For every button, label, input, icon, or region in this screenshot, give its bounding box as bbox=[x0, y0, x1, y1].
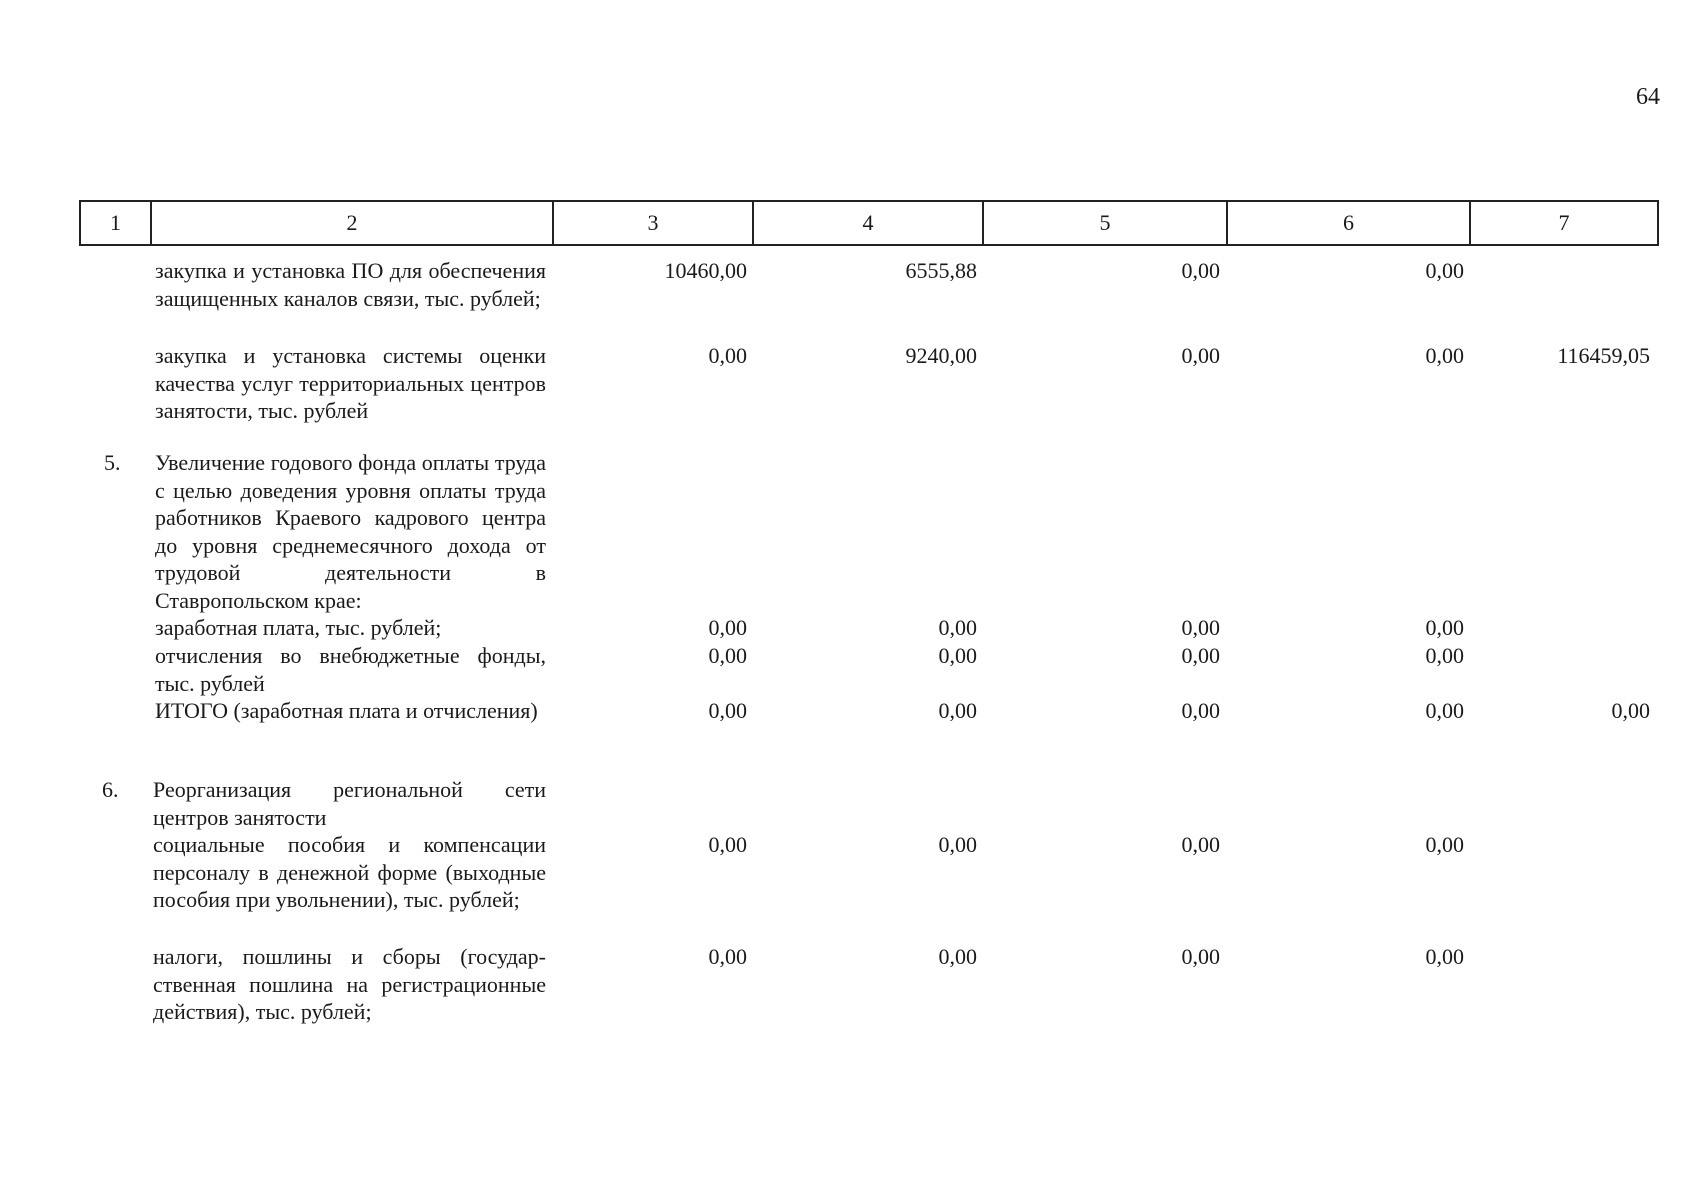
header-col-4: 4 bbox=[754, 202, 984, 244]
row-description: налоги, пошлины и сборы (государственная пошлина на регистрационные действия), тыс. рублей; bbox=[153, 944, 546, 1024]
cell-col-6: 0,00 bbox=[1425, 615, 1464, 640]
cell-col-5: 0,00 bbox=[1181, 343, 1220, 368]
row-description: Увеличение годового фонда оплаты труда с целью доведения уровня оплаты труда работников Краевого кадрового центра до уровня среднемесячного дохода от трудовой деятельности в Ставропольском крае: bbox=[155, 450, 546, 613]
header-col-1: 1 bbox=[81, 202, 152, 244]
row-description: закупка и установка системы оценки качества услуг территориальных центров занятости, тыс. рублей bbox=[155, 343, 546, 423]
cell-col-5: 0,00 bbox=[1181, 944, 1220, 969]
cell-col-3: 0,00 bbox=[708, 343, 747, 368]
cell-col-5: 0,00 bbox=[1181, 615, 1220, 640]
header-col-3: 3 bbox=[554, 202, 754, 244]
cell-col-4: 0,00 bbox=[938, 944, 977, 969]
cell-col-6: 0,00 bbox=[1425, 343, 1464, 368]
table-header bbox=[79, 200, 1659, 246]
cell-col-3: 0,00 bbox=[708, 944, 747, 969]
cell-col-5: 0,00 bbox=[1181, 643, 1220, 668]
row-number: 5. bbox=[104, 450, 121, 475]
cell-col-5: 0,00 bbox=[1181, 698, 1220, 723]
cell-col-4: 0,00 bbox=[938, 832, 977, 857]
row-number: 6. bbox=[102, 777, 119, 802]
cell-col-3: 0,00 bbox=[708, 832, 747, 857]
header-col-5: 5 bbox=[984, 202, 1228, 244]
cell-col-7: 0,00 bbox=[1611, 698, 1650, 723]
cell-col-4: 6555,88 bbox=[905, 258, 977, 283]
cell-col-3: 0,00 bbox=[708, 643, 747, 668]
cell-col-6: 0,00 bbox=[1425, 832, 1464, 857]
cell-col-6: 0,00 bbox=[1425, 258, 1464, 283]
cell-col-6: 0,00 bbox=[1425, 944, 1464, 969]
cell-col-6: 0,00 bbox=[1425, 643, 1464, 668]
row-description: Реорганизация региональной сети центров занятости bbox=[153, 777, 546, 830]
cell-col-4: 0,00 bbox=[938, 615, 977, 640]
cell-col-4: 0,00 bbox=[938, 698, 977, 723]
row-description: заработная плата, тыс. рублей; bbox=[155, 615, 442, 640]
cell-col-6: 0,00 bbox=[1425, 698, 1464, 723]
cell-col-4: 9240,00 bbox=[905, 343, 977, 368]
cell-col-7: 116459,05 bbox=[1557, 343, 1650, 368]
cell-col-3: 0,00 bbox=[708, 698, 747, 723]
row-description: ИТОГО (заработная плата и отчисления) bbox=[155, 698, 538, 723]
page-number: 64 bbox=[1636, 84, 1660, 110]
cell-col-4: 0,00 bbox=[938, 643, 977, 668]
header-col-6: 6 bbox=[1228, 202, 1471, 244]
header-col-2: 2 bbox=[152, 202, 554, 244]
row-description: отчисления во внебюджетные фонды, тыс. рублей bbox=[155, 643, 546, 696]
cell-col-5: 0,00 bbox=[1181, 832, 1220, 857]
cell-col-3: 10460,00 bbox=[664, 258, 747, 283]
cell-col-5: 0,00 bbox=[1181, 258, 1220, 283]
row-description: закупка и установка ПО для обеспечения защищенных каналов связи, тыс. рублей; bbox=[155, 258, 546, 311]
cell-col-3: 0,00 bbox=[708, 615, 747, 640]
header-col-7: 7 bbox=[1558, 210, 1570, 235]
row-description: социальные пособия и компенсации персоналу в денежной форме (выходные пособия при увольнении), тыс. рублей; bbox=[153, 832, 546, 912]
